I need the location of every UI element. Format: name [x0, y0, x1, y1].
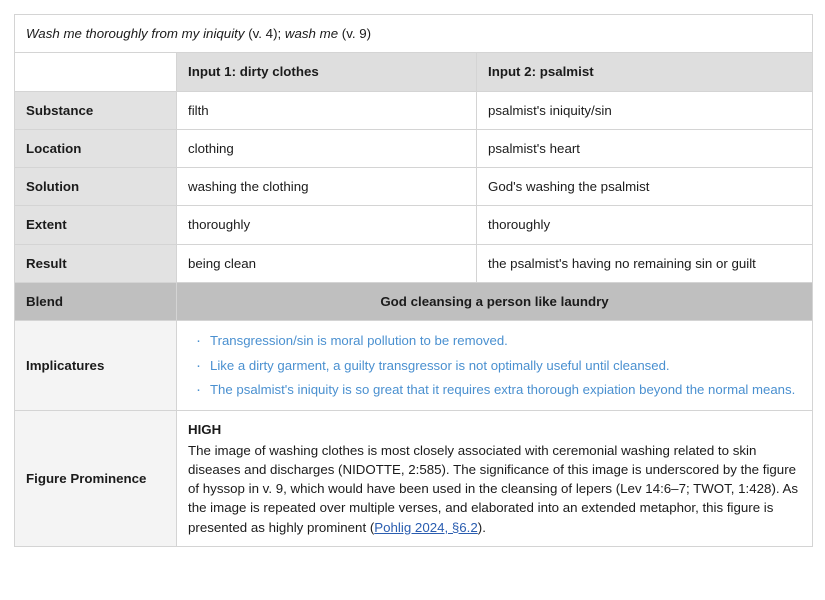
row-label-solution: Solution [15, 168, 177, 206]
title-ref-part-1: (v. 4); [244, 26, 285, 41]
conceptual-blend-table [14, 14, 813, 547]
row-label-implicatures: Implicatures [15, 321, 177, 411]
table-row-blend [15, 282, 813, 320]
table-title-row [15, 15, 813, 53]
title-quote-part-2: wash me [284, 26, 339, 41]
table-row [15, 244, 813, 282]
title-quote-part-1: Wash me thoroughly from my iniquity [26, 26, 245, 41]
cell-solution-input2: God's washing the psalmist [477, 168, 813, 206]
cell-figure-prominence [177, 411, 813, 547]
figure-prominence-body-end: ). [477, 519, 486, 535]
header-blank-cell [15, 53, 177, 91]
list-item: · Transgression/sin is moral pollution to be removed. [210, 330, 801, 352]
implicatures-list [188, 330, 801, 401]
row-label-figure-prominence: Figure Prominence [15, 411, 177, 547]
table-row [15, 168, 813, 206]
row-label-substance: Substance [15, 91, 177, 129]
table-row [15, 91, 813, 129]
row-label-result: Result [15, 244, 177, 282]
row-label-location: Location [15, 129, 177, 167]
table-row [15, 206, 813, 244]
conceptual-blend-table-wrapper [14, 14, 812, 547]
table-row-figure-prominence [15, 411, 813, 547]
cell-implicatures [177, 321, 813, 411]
reference-link-pohlig[interactable]: Pohlig 2024, §6.2 [374, 519, 478, 535]
row-label-blend: Blend [15, 282, 177, 320]
row-label-extent: Extent [15, 206, 177, 244]
table-header-row [15, 53, 813, 91]
list-item: · The psalmist's iniquity is so great that it requires extra thorough expiation beyond the normal means. [210, 379, 801, 401]
cell-extent-input1: thoroughly [177, 206, 477, 244]
cell-substance-input2: psalmist's iniquity/sin [477, 91, 813, 129]
title-ref-part-2: (v. 9) [338, 26, 372, 41]
cell-blend-value: God cleansing a person like laundry [177, 282, 813, 320]
cell-location-input2: psalmist's heart [477, 129, 813, 167]
figure-prominence-level: HIGH [188, 422, 222, 438]
cell-location-input1: clothing [177, 129, 477, 167]
table-row [15, 129, 813, 167]
table-row-implicatures [15, 321, 813, 411]
cell-extent-input2: thoroughly [477, 206, 813, 244]
header-input-1: Input 1: dirty clothes [177, 53, 477, 91]
cell-substance-input1: filth [177, 91, 477, 129]
cell-solution-input1: washing the clothing [177, 168, 477, 206]
figure-prominence-body: The image of washing clothes is most closely associated with ceremonial washing related to skin diseases and discharges (NIDOTTE, 2:585). The significance of this image is underscored by the figure of hyssop in v. 9, which would have been used in the cleansing of lepers (Lev 14:6–7; TWOT, 1:428). As the image is repeated over multiple verses, and elaborated into an extended metaphor, this figure is presented as highly prominent ( [188, 442, 799, 535]
list-item: · Like a dirty garment, a guilty transgressor is not optimally useful until cleansed. [210, 355, 801, 377]
table-title-cell [15, 15, 813, 53]
header-input-2: Input 2: psalmist [477, 53, 813, 91]
cell-result-input2: the psalmist's having no remaining sin or guilt [477, 244, 813, 282]
cell-result-input1: being clean [177, 244, 477, 282]
